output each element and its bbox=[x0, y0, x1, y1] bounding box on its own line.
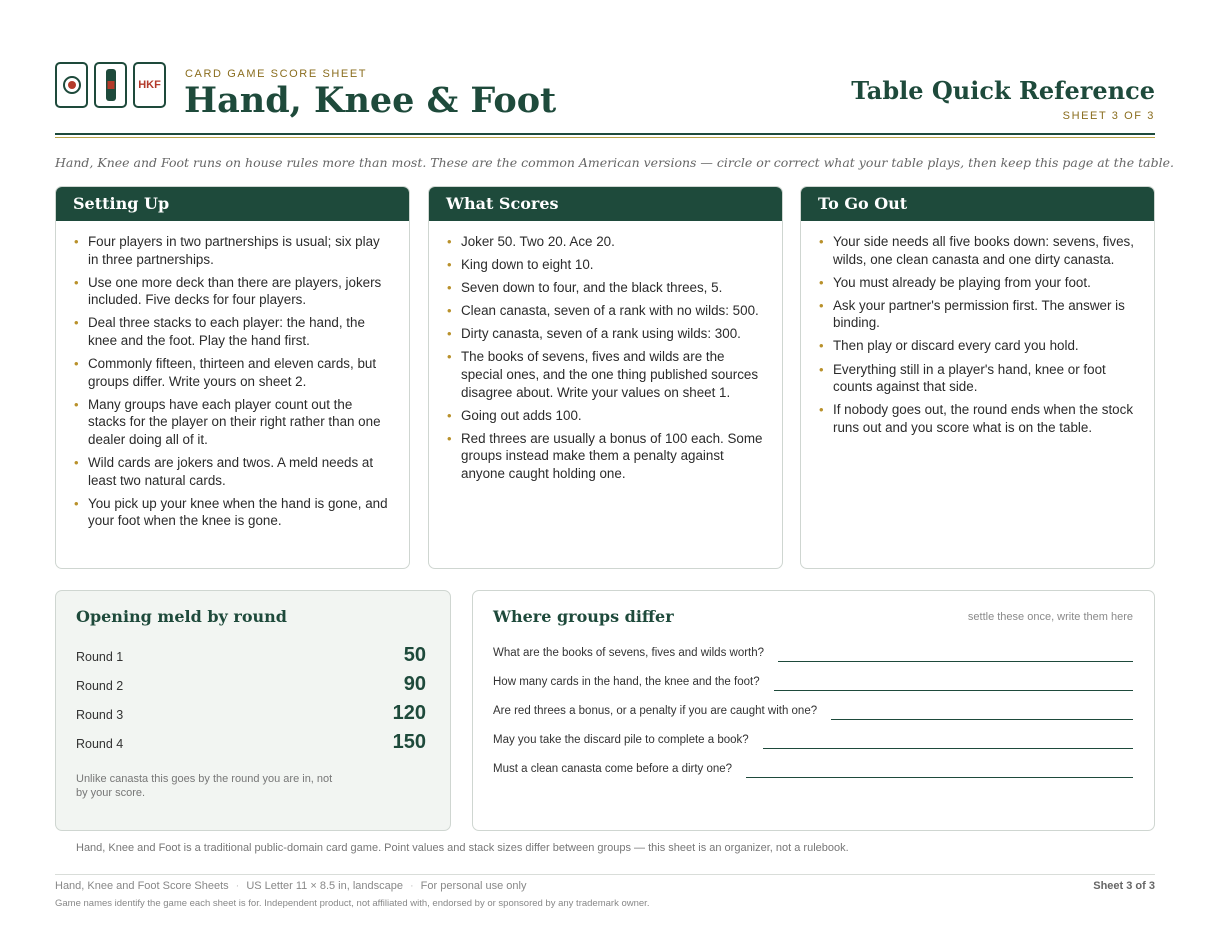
list-item: • Everything still in a player's hand, knee or foot counts against that side. bbox=[819, 361, 1138, 396]
rule-list bbox=[56, 221, 409, 530]
panel-title: To Go Out bbox=[801, 187, 1154, 221]
question-text: What are the books of sevens, fives and wilds worth? bbox=[493, 647, 765, 659]
panel-to-go-out bbox=[800, 186, 1155, 569]
footer-paper: US Letter 11 × 8.5 in, landscape bbox=[246, 880, 403, 892]
footer-rule bbox=[55, 874, 1155, 875]
list-item: • Dirty canasta, seven of a rank using wilds: 300. bbox=[447, 325, 766, 343]
footer-trademark-note: Game names identify the game each sheet is for. Independent product, not affiliated with, endorsed by or sponsored by any trademark owner. bbox=[55, 898, 650, 909]
list-item: • Your side needs all five books down: sevens, fives, wilds, one clean canasta and one dirty canasta. bbox=[819, 233, 1138, 268]
meld-value: 150 bbox=[392, 731, 426, 753]
question-text: How many cards in the hand, the knee and the foot? bbox=[493, 676, 760, 688]
meld-row bbox=[76, 702, 426, 731]
eyebrow: CARD GAME SCORE SHEET bbox=[185, 68, 368, 80]
list-item: • Four players in two partnerships is usual; six play in three partnerships. bbox=[74, 233, 393, 268]
round-label: Round 1 bbox=[76, 650, 124, 664]
list-item: • Use one more deck than there are players, jokers included. Five decks for four players. bbox=[74, 274, 393, 309]
opening-meld-box bbox=[55, 590, 451, 831]
sheet-title: Table Quick Reference bbox=[851, 76, 1155, 105]
list-item: • Joker 50. Two 20. Ace 20. bbox=[447, 233, 766, 251]
question-row bbox=[493, 729, 1133, 749]
list-item: • Red threes are usually a bonus of 100 each. Some groups instead make them a penalty against anyone caught holding one. bbox=[447, 430, 766, 483]
question-text: Must a clean canasta come before a dirty one? bbox=[493, 763, 733, 775]
meld-note: Unlike canasta this goes by the round you are in, not by your score. bbox=[76, 773, 333, 799]
logo bbox=[55, 62, 166, 108]
differ-hint: settle these once, write them here bbox=[967, 611, 1133, 623]
answer-line[interactable] bbox=[831, 706, 1133, 720]
list-item: • Wild cards are jokers and twos. A meld needs at least two natural cards. bbox=[74, 454, 393, 489]
footer-usage: For personal use only bbox=[420, 880, 527, 892]
header-rule-accent bbox=[55, 137, 1155, 138]
rule-list bbox=[429, 221, 782, 483]
hkf-card bbox=[133, 62, 166, 108]
list-item: • Then play or discard every card you hold. bbox=[819, 337, 1138, 355]
list-item: • The books of sevens, fives and wilds are the special ones, and the one thing published sources disagree about. Write your values on sheet 1. bbox=[447, 348, 766, 401]
logo-text: HKF bbox=[138, 79, 161, 91]
footer-separator: · bbox=[410, 880, 414, 892]
header-rule bbox=[55, 133, 1155, 135]
list-item: • If nobody goes out, the round ends when the stock runs out and you score what is on the table. bbox=[819, 401, 1138, 436]
question-row bbox=[493, 700, 1133, 720]
question-text: May you take the discard pile to complete a book? bbox=[493, 734, 749, 746]
question-text: Are red threes a bonus, or a penalty if you are caught with one? bbox=[493, 705, 818, 717]
list-item: • Many groups have each player count out the stacks for the player on their right rather than one dealer doing all of it. bbox=[74, 396, 393, 449]
round-label: Round 2 bbox=[76, 679, 124, 693]
list-item: • You pick up your knee when the hand is gone, and your foot when the knee is gone. bbox=[74, 495, 393, 530]
panel-title: What Scores bbox=[429, 187, 782, 221]
round-label: Round 4 bbox=[76, 737, 124, 751]
list-item: • Deal three stacks to each player: the hand, the knee and the foot. Play the hand first. bbox=[74, 314, 393, 349]
meld-row bbox=[76, 644, 426, 673]
footer-sheet-number: Sheet 3 of 3 bbox=[1093, 880, 1155, 892]
differ-title: Where groups differ bbox=[493, 607, 674, 626]
list-item: • You must already be playing from your foot. bbox=[819, 274, 1138, 292]
answer-line[interactable] bbox=[774, 677, 1133, 691]
where-groups-differ-box bbox=[472, 590, 1155, 831]
sheet-label: SHEET 3 OF 3 bbox=[1062, 110, 1155, 122]
footer-separator: · bbox=[235, 880, 240, 892]
round-label: Round 3 bbox=[76, 708, 124, 722]
panel-title: Setting Up bbox=[56, 187, 409, 221]
rule-list bbox=[801, 221, 1154, 436]
list-item: • King down to eight 10. bbox=[447, 256, 766, 274]
list-item: • Clean canasta, seven of a rank with no wilds: 500. bbox=[447, 302, 766, 320]
question-row bbox=[493, 642, 1133, 662]
answer-line[interactable] bbox=[778, 648, 1133, 662]
list-item: • Ask your partner's permission first. The answer is binding. bbox=[819, 297, 1138, 332]
intro-text: Hand, Knee and Foot runs on house rules more than most. These are the common American versions — circle or correct what your table plays, then keep this page at the table. bbox=[55, 155, 1174, 170]
list-item: • Commonly fifteen, thirteen and eleven cards, but groups differ. Write yours on sheet 2. bbox=[74, 355, 393, 390]
meld-row bbox=[76, 673, 426, 702]
bar-card-icon bbox=[94, 62, 127, 108]
meld-value: 50 bbox=[403, 644, 426, 666]
circle-card-icon bbox=[55, 62, 88, 108]
page-header bbox=[55, 62, 1155, 132]
answer-line[interactable] bbox=[746, 764, 1133, 778]
panel-setting-up bbox=[55, 186, 410, 569]
meld-value: 120 bbox=[392, 702, 426, 724]
opening-meld-title: Opening meld by round bbox=[76, 607, 287, 626]
answer-line[interactable] bbox=[763, 735, 1133, 749]
list-item: • Seven down to four, and the black threes, 5. bbox=[447, 279, 766, 297]
meld-value: 90 bbox=[403, 673, 426, 695]
meld-row bbox=[76, 731, 426, 760]
footer-series: Hand, Knee and Foot Score Sheets bbox=[55, 880, 229, 892]
question-row bbox=[493, 758, 1133, 778]
disclaimer: Hand, Knee and Foot is a traditional public-domain card game. Point values and stack sizes differ between groups — this sheet is an organizer, not a rulebook. bbox=[76, 842, 849, 854]
panel-what-scores bbox=[428, 186, 783, 569]
footer-left bbox=[55, 880, 526, 892]
question-row bbox=[493, 671, 1133, 691]
list-item: • Going out adds 100. bbox=[447, 407, 766, 425]
page-title: Hand, Knee & Foot bbox=[184, 80, 557, 121]
